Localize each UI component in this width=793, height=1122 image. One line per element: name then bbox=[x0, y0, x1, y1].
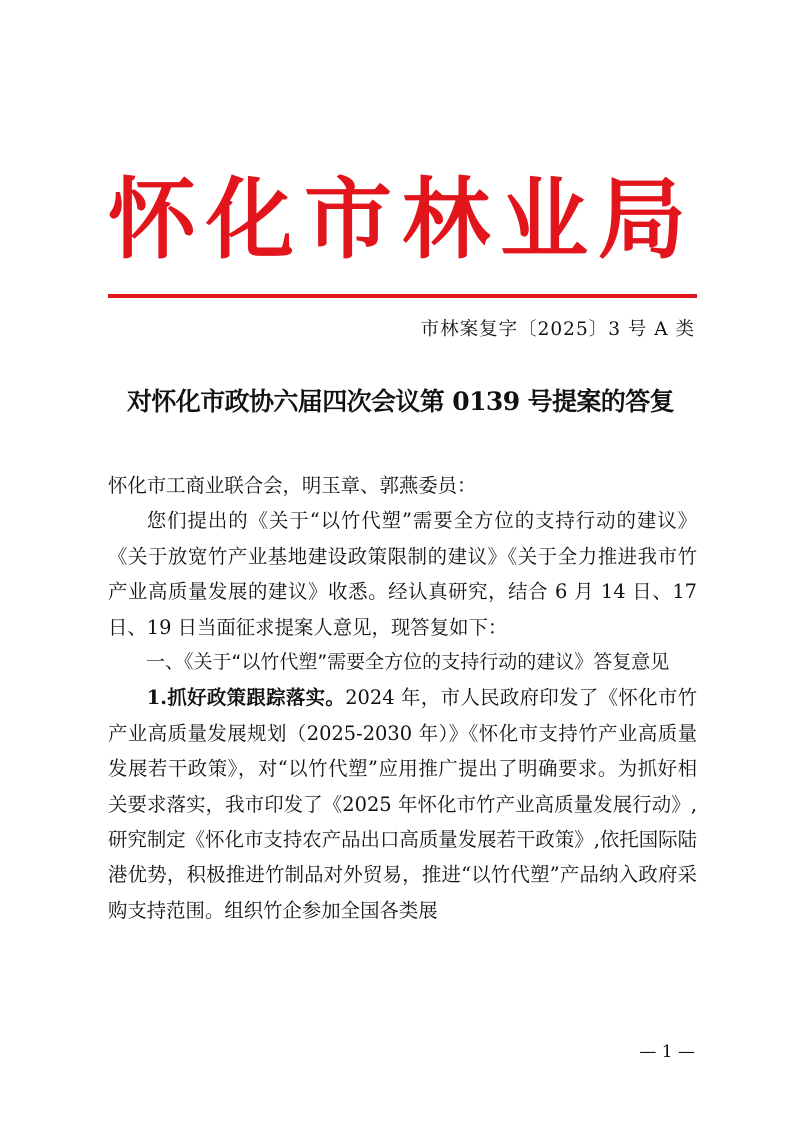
item-paragraph bbox=[108, 680, 697, 928]
item-text: 2024 年，市人民政府印发了《怀化市竹产业高质量发展规划（2025-2030 年）》《怀化市支持竹产业高质量发展若干政策》，对“以竹代塑”应用推广提出了明确要求。为抓好相关要求落实，我市印发了《2025 年怀化市竹产业高质量发展行动》,研究制定《怀化市支持农产品出口高质量发展若干政策》,依托国际陆港优势，积极推进竹制品对外贸易，推进“以竹代塑”产品纳入政府采购支持范围。组织竹企参加全国各类展 bbox=[108, 686, 697, 922]
masthead-red-rule bbox=[108, 294, 697, 298]
masthead-char: 化 bbox=[205, 168, 294, 271]
document-number: 市林案复字〔2025〕3 号 A 类 bbox=[420, 319, 695, 340]
salutation: 怀化市工商业联合会，明玉章、郭燕委员： bbox=[108, 474, 477, 497]
masthead-char: 市 bbox=[303, 168, 392, 271]
page-number: — 1 — bbox=[639, 1042, 695, 1062]
item-lead: 1.抓好政策跟踪落实。 bbox=[146, 686, 346, 710]
document-body bbox=[108, 468, 697, 928]
masthead bbox=[108, 165, 686, 275]
masthead-char: 局 bbox=[597, 168, 686, 271]
masthead-char: 业 bbox=[499, 168, 588, 271]
masthead-char: 怀 bbox=[108, 168, 197, 271]
section-heading: 一、《关于“以竹代塑”需要全方位的支持行动的建议》答复意见 bbox=[146, 651, 670, 674]
document-title: 对怀化市政协六届四次会议第 0139 号提案的答复 bbox=[127, 387, 674, 416]
intro-paragraph: 您们提出的《关于“以竹代塑”需要全方位的支持行动的建议》《关于放宽竹产业基地建设政策限制的建议》《关于全力推进我市竹产业高质量发展的建议》收悉。经认真研究，结合 6 月 14 日、17 日、19 日当面征求提案人意见，现答复如下： bbox=[108, 509, 697, 639]
masthead-char: 林 bbox=[401, 168, 490, 271]
